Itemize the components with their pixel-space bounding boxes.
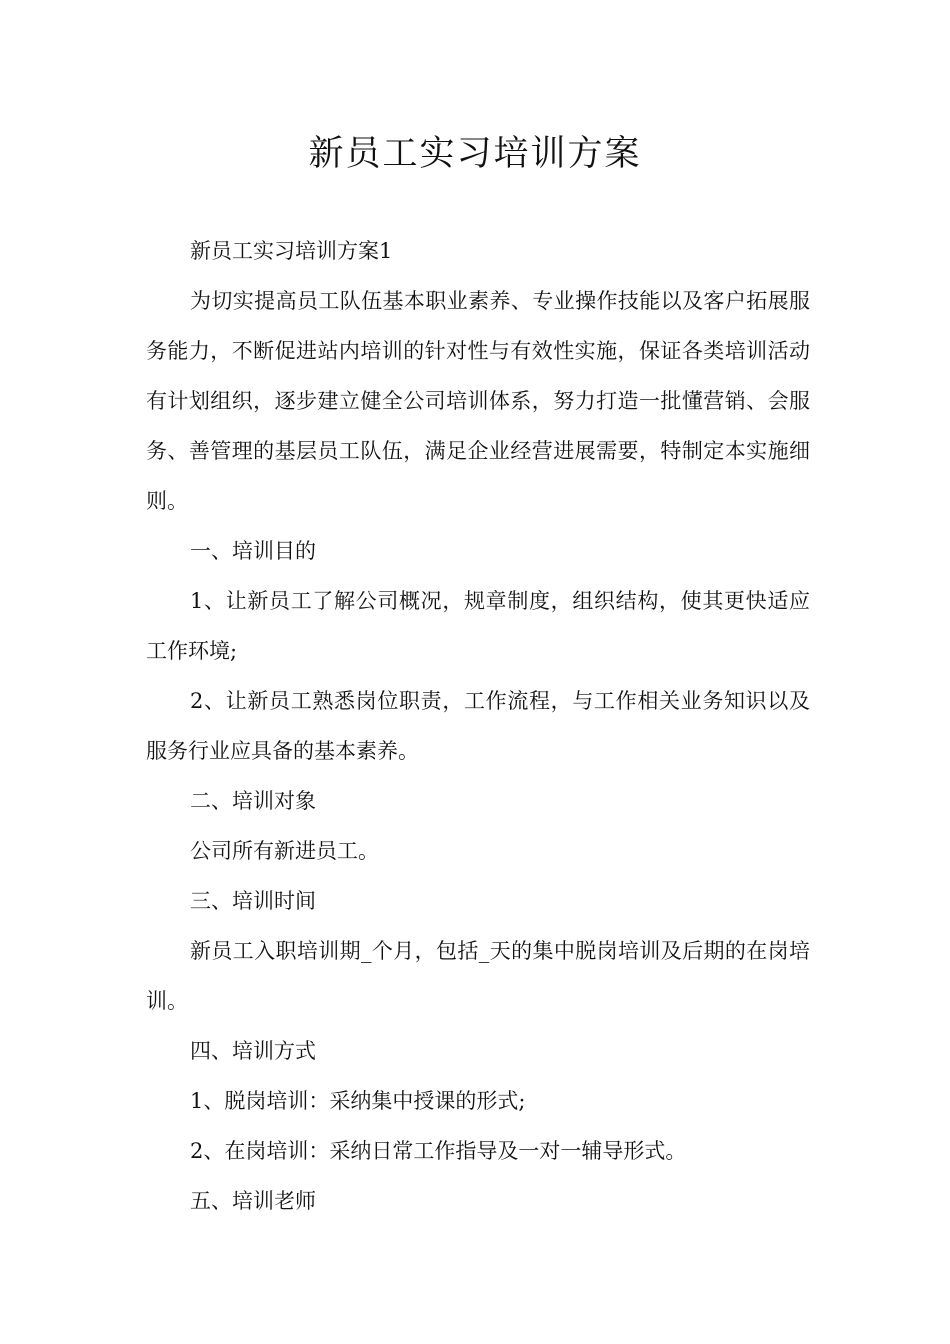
time-text: 新员工入职培训期_个月，包括_天的集中脱岗培训及后期的在岗培训。 xyxy=(146,939,810,1013)
section-heading-time: 三、培训时间 xyxy=(190,889,316,913)
section-heading-audience: 二、培训对象 xyxy=(190,789,316,813)
section-heading-plan-1: 新员工实习培训方案1 xyxy=(190,239,393,263)
document-body xyxy=(146,226,810,1226)
section-heading-trainer: 五、培训老师 xyxy=(190,1189,316,1213)
section-heading-method: 四、培训方式 xyxy=(190,1039,316,1063)
document-title: 新员工实习培训方案 xyxy=(308,134,642,174)
purpose-item-2: 2、让新员工熟悉岗位职责，工作流程，与工作相关业务知识以及服务行业应具备的基本素养。 xyxy=(146,689,810,763)
method-item-1: 1、脱岗培训：采纳集中授课的形式; xyxy=(190,1089,526,1113)
section-heading-purpose: 一、培训目的 xyxy=(190,539,316,563)
audience-text: 公司所有新进员工。 xyxy=(190,839,379,863)
method-item-2: 2、在岗培训：采纳日常工作指导及一对一辅导形式。 xyxy=(190,1139,687,1163)
purpose-item-1: 1、让新员工了解公司概况，规章制度，组织结构，使其更快适应工作环境; xyxy=(146,589,810,663)
intro-paragraph: 为切实提高员工队伍基本职业素养、专业操作技能以及客户拓展服务能力，不断促进站内培训的针对性与有效性实施，保证各类培训活动有计划组织，逐步建立健全公司培训体系，努力打造一批懂营销、会服务、善管理的基层员工队伍，满足企业经营进展需要，特制定本实施细则。 xyxy=(146,289,810,513)
